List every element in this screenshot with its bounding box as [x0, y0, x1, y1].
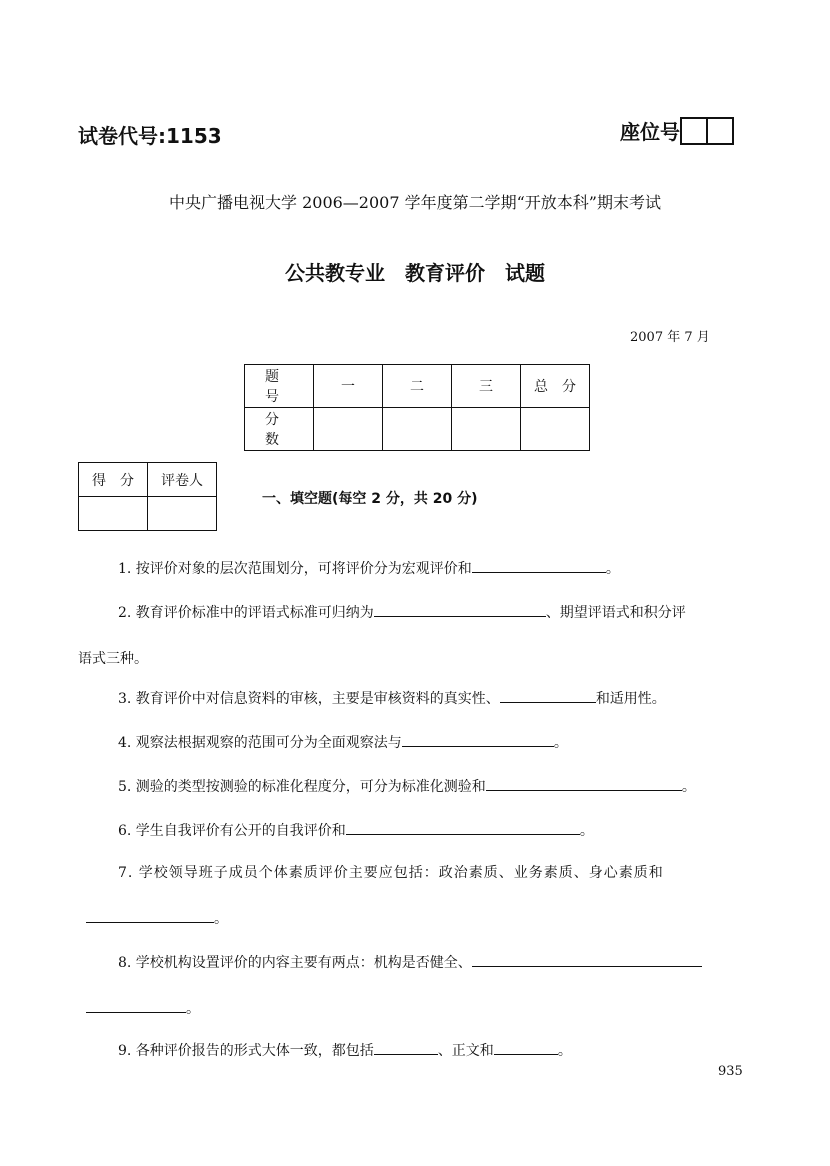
seat-box — [680, 117, 708, 145]
question-7: 7. 学校领导班子成员个体素质评价主要应包括：政治素质、业务素质、身心素质和 — [118, 865, 664, 881]
paper-code: 试卷代号:1153 — [78, 124, 222, 148]
answer-blank[interactable] — [402, 733, 554, 747]
question-9 — [118, 1040, 572, 1060]
answer-blank[interactable] — [486, 777, 682, 791]
question-text: 5. 测验的类型按测验的标准化程度分，可分为标准化测验和 — [118, 779, 486, 795]
question-text: 6. 学生自我评价有公开的自我评价和 — [118, 823, 346, 839]
question-text: 。 — [553, 735, 568, 751]
grader-cell — [148, 497, 217, 531]
question-1 — [118, 558, 620, 578]
question-2 — [118, 602, 686, 622]
answer-blank[interactable] — [500, 689, 596, 703]
question-8-continued — [86, 998, 200, 1018]
question-text: 8. 学校机构设置评价的内容主要有两点：机构是否健全、 — [118, 955, 472, 971]
question-text: 。 — [186, 1001, 200, 1017]
grader-table — [78, 462, 217, 531]
exam-date: 2007 年 7 月 — [630, 330, 710, 345]
seat-number — [620, 116, 734, 145]
question-text: 9. 各种评价报告的形式大体一致，都包括 — [118, 1043, 374, 1059]
question-text: 。 — [681, 779, 696, 795]
question-4 — [118, 732, 568, 752]
answer-blank[interactable] — [374, 1041, 438, 1055]
grader-cell: 评卷人 — [148, 463, 217, 497]
seat-box — [708, 117, 734, 145]
question-text: 。 — [579, 823, 594, 839]
score-cell — [314, 408, 383, 451]
score-cell: 分 数 — [245, 408, 314, 451]
question-5 — [118, 776, 696, 796]
answer-blank[interactable] — [86, 999, 186, 1013]
question-7-continued — [86, 908, 228, 928]
grader-cell: 得 分 — [79, 463, 148, 497]
question-8 — [118, 952, 702, 972]
question-text: 。 — [557, 1043, 572, 1059]
grader-cell — [79, 497, 148, 531]
page-number: 935 — [718, 1064, 743, 1079]
score-table — [244, 364, 590, 451]
score-cell — [521, 408, 590, 451]
table-row — [79, 497, 217, 531]
answer-blank[interactable] — [86, 909, 214, 923]
score-cell — [452, 408, 521, 451]
table-row — [245, 408, 590, 451]
question-6 — [118, 820, 594, 840]
answer-blank[interactable] — [346, 821, 580, 835]
table-row — [245, 365, 590, 408]
score-cell: 三 — [452, 365, 521, 408]
score-cell — [383, 408, 452, 451]
question-text: 和适用性。 — [595, 691, 666, 707]
seat-label: 座位号 — [620, 120, 680, 144]
question-text: 、正文和 — [437, 1043, 494, 1059]
question-3 — [118, 688, 666, 708]
answer-blank[interactable] — [494, 1041, 558, 1055]
question-text: 。 — [214, 911, 228, 927]
section-title: 一、填空题(每空 2 分，共 20 分) — [262, 491, 478, 507]
answer-blank[interactable] — [374, 603, 546, 617]
table-row — [79, 463, 217, 497]
university-line: 中央广播电视大学 2006—2007 学年度第二学期“开放本科”期末考试 — [169, 193, 661, 212]
question-text: 、期望评语式和积分评 — [545, 605, 686, 621]
question-2-continued: 语式三种。 — [78, 651, 148, 667]
score-cell: 总 分 — [521, 365, 590, 408]
answer-blank[interactable] — [472, 953, 702, 967]
answer-blank[interactable] — [472, 559, 606, 573]
score-cell: 题 号 — [245, 365, 314, 408]
question-text: 。 — [605, 561, 620, 577]
question-text: 4. 观察法根据观察的范围可分为全面观察法与 — [118, 735, 402, 751]
exam-title: 公共教专业 教育评价 试题 — [285, 261, 545, 285]
question-text: 1. 按评价对象的层次范围划分，可将评价分为宏观评价和 — [118, 561, 472, 577]
question-text: 2. 教育评价标准中的评语式标准可归纳为 — [118, 605, 374, 621]
question-text: 3. 教育评价中对信息资料的审核，主要是审核资料的真实性、 — [118, 691, 500, 707]
score-cell: 二 — [383, 365, 452, 408]
score-cell: 一 — [314, 365, 383, 408]
